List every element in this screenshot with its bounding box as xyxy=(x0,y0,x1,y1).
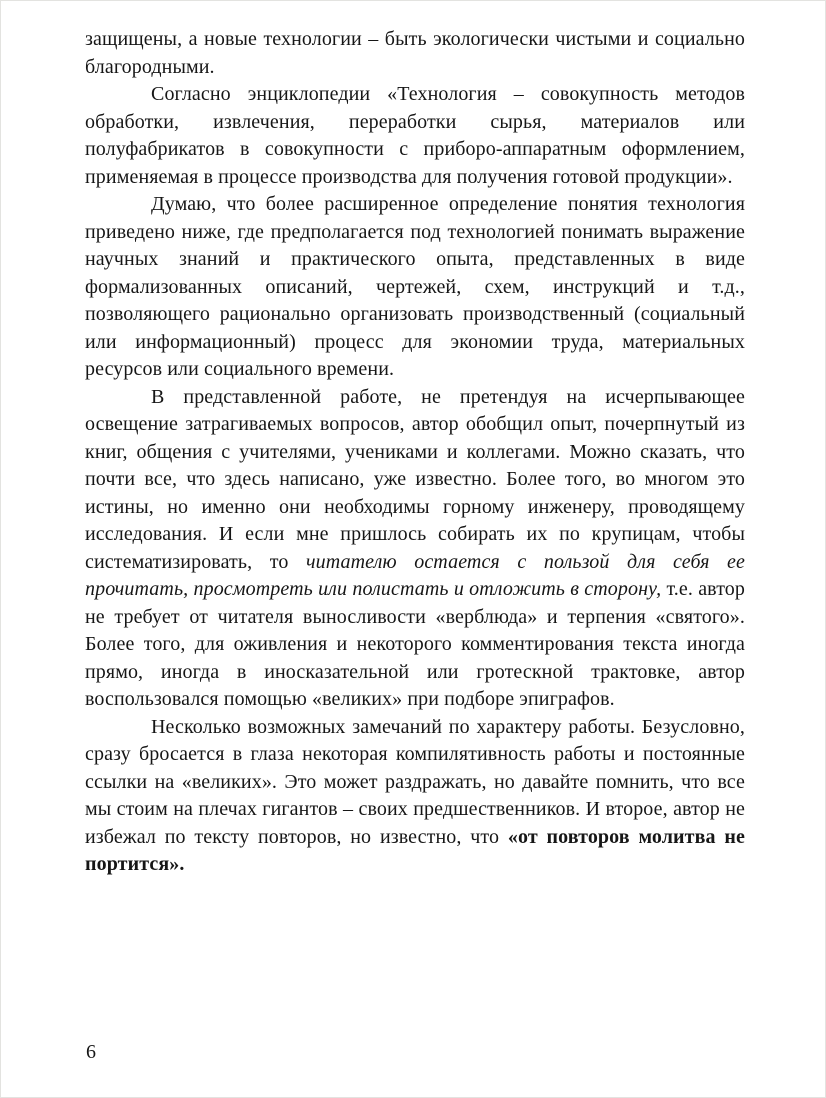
text-run-normal: В представленной работе, не претендуя на исчерпывающее освещение затрагиваемых вопросов, автор обобщил опыт, почерпнутый из книг, общения с учителями, учениками и коллегами. Можно сказать, что почти все, что здесь написано, уже известно. Более того, во многом это истины, но именно они необходимы горному инженеру, проводящему исследования. И если мне пришлось собирать их по крупицам, чтобы систематизировать, то xyxy=(85,385,745,573)
text-run-bold: «от повторов молитва не портится». xyxy=(85,825,745,875)
text-run-normal: Согласно энциклопедии «Технология – совокупность методов обработки, извлечения, переработки сырья, материалов или полуфабрикатов в совокупности с приборо-аппаратным оформлением, применяемая в процессе производства для получения готовой продукции». xyxy=(85,83,745,188)
text-run-normal: Думаю, что более расширенное определение понятия технология приведено ниже, где предполагается под технологией понимать выражение научных знаний и практического опыта, представленных в виде формализованных описаний, чертежей, схем, инструкций и т.д., позволяющего рационально организовать производственный (социальный или информационный) процесс для экономии труда, материальных ресурсов или социального времени. xyxy=(85,193,745,380)
text-run-normal: т.е. автор не требует от читателя выносливости «верблюда» и терпения «святого». Более того, для оживления и некоторого комментирования текста иногда прямо, иногда в иносказательной или гротескной трактовке, автор воспользовался помощью «великих» при подборе эпиграфов. xyxy=(85,578,745,710)
text-run-normal: Несколько возможных замечаний по характеру работы. Безусловно, сразу бросается в глаза некоторая компилятивность работы и постоянные ссылки на «великих». Это может раздражать, но давайте помнить, что все мы стоим на плечах гигантов – своих предшественников. И второе, автор не избежал по тексту повторов, но известно, что xyxy=(85,715,745,848)
paragraph xyxy=(85,26,745,81)
paragraph xyxy=(85,191,745,384)
text-run-normal: защищены, а новые технологии – быть экологически чистыми и социально благородными. xyxy=(85,28,745,78)
paragraph xyxy=(85,81,745,191)
text-run-italic: читателю остается с пользой для себя ее прочитать, просмотреть или полистать и отложить в сторону, xyxy=(85,550,746,600)
paragraph xyxy=(85,384,745,714)
paragraph xyxy=(85,714,745,879)
page-text-block xyxy=(85,26,745,879)
page-number: 6 xyxy=(86,1041,96,1063)
